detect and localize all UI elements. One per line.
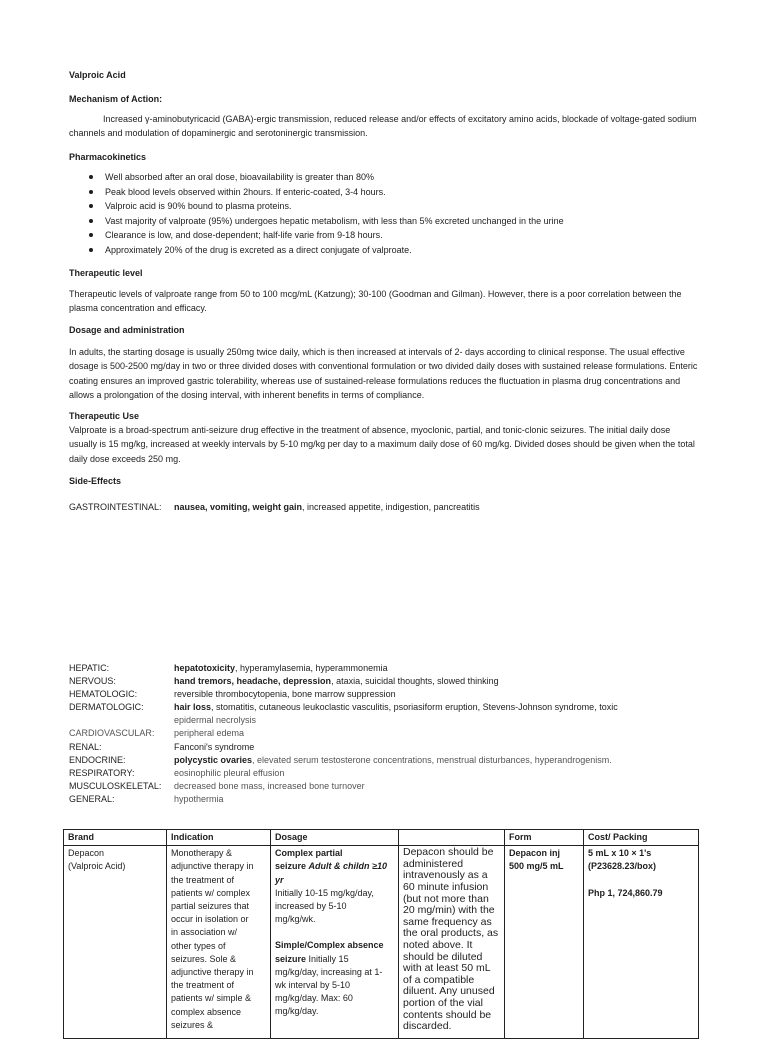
se-heading: Side-Effects — [69, 476, 122, 486]
list-item: Approximately 20% of the drug is excreted as a direct conjugate of valproate. — [69, 243, 709, 258]
list-item: Vast majority of valproate (95%) undergoes hepatic metabolism, with less than 5% excreted unchanged in the urine — [69, 214, 709, 229]
side-effect-row: HEPATIC: hepatotoxicity, hyperamylasemia, hyperammonemia — [69, 663, 388, 673]
tl-text: Therapeutic levels of valproate range from 50 to 100 mcg/mL (Katzung); 30-100 (Goodman and Gilman). However, there is a poor correlation between the plasma concentration and efficacy. — [69, 289, 682, 314]
da-heading: Dosage and administration — [69, 325, 185, 335]
side-effect-row: DERMATOLOGIC: hair loss, stomatitis, cutaneous leukoclastic vasculitis, psoriasiform eruption, Stevens-Johnson syndrome, toxic — [69, 702, 618, 713]
table-header-row — [64, 830, 699, 846]
brand-cell: Depacon (Valproic Acid) — [64, 846, 167, 1039]
side-effect-row: NERVOUS: hand tremors, headache, depression, ataxia, suicidal thoughts, slowed thinking — [69, 676, 499, 687]
header-dosage: Dosage — [271, 830, 399, 846]
header-cost: Cost/ Packing — [584, 830, 699, 846]
pk-heading: Pharmacokinetics — [69, 152, 147, 162]
side-effect-row: MUSCULOSKELETAL: decreased bone mass, increased bone turnover — [69, 780, 365, 791]
drug-table — [63, 829, 699, 1039]
side-effect-row: RENAL: Fanconi's syndrome — [69, 741, 255, 752]
tl-heading: Therapeutic level — [69, 268, 143, 278]
side-effects-list — [69, 661, 709, 805]
indication-cell: Monotherapy & adjunctive therapy in the treatment of patients w/ complex partial seizures that occur in isolation or in association w/ other types of seizures. Sole & adjunctive therapy in the treatment of patients w/ simple & complex absence seizures & — [167, 846, 271, 1039]
side-effect-row: RESPIRATORY: eosinophilic pleural effusion — [69, 767, 285, 778]
header-indication: Indication — [167, 830, 271, 846]
dosage-cell: Complex partial seizure Adult & childn ≥10 yr Initially 10-15 mg/kg/day, increased by 5-10 mg/kg/wk. Simple/Complex absence seizure Initially 15 mg/kg/day, increasing at 1- wk interval by 5-10 mg/kg/day. Max: 60 mg/kg/day. — [271, 846, 399, 1039]
table-row — [64, 846, 699, 1039]
side-effect-row: CARDIOVASCULAR: peripheral edema — [69, 728, 245, 739]
header-brand: Brand — [64, 830, 167, 846]
moa-heading: Mechanism of Action: — [69, 94, 163, 104]
gi-rest: , increased appetite, indigestion, pancreatitis — [302, 502, 480, 512]
list-item: Peak blood levels observed within 2hours. If enteric-coated, 3-4 hours. — [69, 185, 709, 200]
tu-text: Valproate is a broad-spectrum anti-seizure drug effective in the treatment of absence, myoclonic, partial, and tonic-clonic seizures. The initial daily dose usually is 15 mg/kg, increased at weekly intervals by 5-10 mg/kg per day to a maximum daily dose of 60 mg/kg. Divided doses should be given when the total daily dose exceeds 250 mg. — [69, 425, 695, 464]
side-effect-row: HEMATOLOGIC: reversible thrombocytopenia, bone marrow suppression — [69, 689, 396, 700]
pk-list — [69, 170, 709, 258]
side-effect-row: ENDOCRINE: polycystic ovaries, elevated serum testosterone concentrations, menstrual disturbances, hyperandrogenism. — [69, 754, 612, 765]
list-item: Well absorbed after an oral dose, bioavailability is greater than 80% — [69, 170, 709, 185]
form-cell: Depacon inj 500 mg/5 mL — [505, 846, 584, 1039]
gi-bold: nausea, vomiting, weight gain — [174, 502, 303, 512]
header-form: Form — [505, 830, 584, 846]
list-item: Clearance is low, and dose-dependent; half-life varie from 9-18 hours. — [69, 228, 709, 243]
gi-label: GASTROINTESTINAL: — [69, 502, 162, 512]
list-item: Valproic acid is 90% bound to plasma proteins. — [69, 199, 709, 214]
header-blank — [399, 830, 505, 846]
side-effect-row: epidermal necrolysis — [174, 715, 257, 726]
da-text: In adults, the starting dosage is usually 250mg twice daily, which is then increased at intervals of 2- days according to clinical response. The usual effective dosage is 500-2500 mg/day in two or three divided doses with conventional formulation or two divided daily doses with sustained release formulations. Enteric coating ensures an improved gastric tolerability, whereas use of sustained-release formulations reduces the fluctuation in plasma drug concentrations and allows a prolongation of the dosing interval, with inherent benefits in terms of compliance. — [69, 347, 698, 401]
cost-cell: 5 mL x 10 × 1's (P23628.23/box) Php 1, 724,860.79 — [584, 846, 699, 1039]
gi-row — [69, 500, 709, 513]
drug-title: Valproic Acid — [69, 70, 126, 80]
depacon-note-cell: Depacon should be administered intravenously as a 60 minute infusion (but not more than 20 mg/min) with the same frequency as the oral products, as noted above. It should be diluted with at least 50 mL of a compatible diluent. Any unused portion of the vial contents should be discarded. — [399, 846, 505, 1039]
tu-heading: Therapeutic Use — [69, 411, 140, 421]
moa-text: Increased γ-aminobutyricacid (GABA)-ergic transmission, reduced release and/or effects of excitatory amino acids, blockade of voltage-gated sodium channels and modulation of dopaminergic and serotoninergic transmission. — [69, 114, 697, 139]
side-effect-row: GENERAL: hypothermia — [69, 793, 224, 804]
